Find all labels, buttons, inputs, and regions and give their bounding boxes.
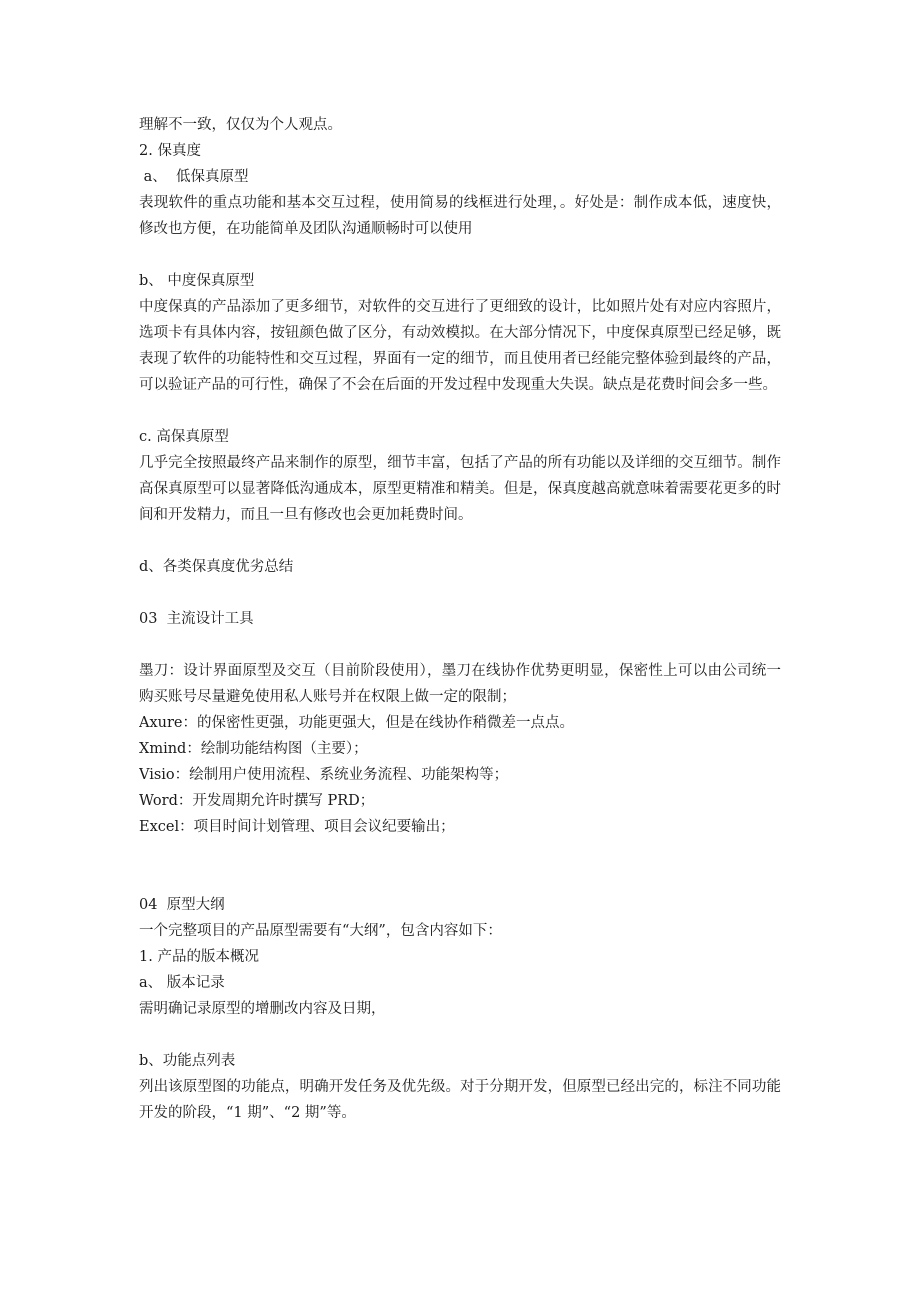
subsection-c-title: c. 高保真原型 [139, 429, 229, 445]
outline-1-title: 1. 产品的版本概况 [139, 949, 259, 965]
spacer [139, 840, 781, 866]
subsection-b-title: b、 中度保真原型 [139, 273, 255, 289]
section-2-title: 2. 保真度 [139, 143, 201, 159]
spacer [139, 1022, 781, 1048]
tool-modao: 墨刀：设计界面原型及交互（目前阶段使用），墨刀在线协作优势更明显，保密性上可以由公司统一购买账号尽量避免使用私人账号并在权限上做一定的限制； [139, 663, 781, 705]
spacer [139, 866, 781, 892]
tool-word: Word：开发周期允许时撰写 PRD； [139, 793, 375, 809]
outline-1b-title: b、功能点列表 [139, 1053, 236, 1069]
tool-visio: Visio：绘制用户使用流程、系统业务流程、功能架构等； [139, 767, 509, 783]
subsection-c-body: 几乎完全按照最终产品来制作的原型，细节丰富，包括了产品的所有功能以及详细的交互细节。制作高保真原型可以显著降低沟通成本，原型更精准和精美。但是，保真度越高就意味着需要花更多的时间和开发精力，而且一旦有修改也会更加耗费时间。 [139, 455, 781, 523]
spacer [139, 528, 781, 554]
section-03-title: 03 主流设计工具 [139, 611, 254, 627]
document-page [139, 112, 781, 1126]
subsection-d-title: d、各类保真度优劣总结 [139, 559, 294, 575]
outline-1a-body: 需明确记录原型的增删改内容及日期， [139, 1001, 386, 1017]
tool-xmind: Xmind：绘制功能结构图（主要）； [139, 741, 368, 757]
section-04-intro: 一个完整项目的产品原型需要有“大纲”，包含内容如下： [139, 923, 502, 939]
section-04-title: 04 原型大纲 [139, 897, 225, 913]
spacer [139, 242, 781, 268]
tool-axure: Axure：的保密性更强，功能更强大，但是在线协作稍微差一点点。 [139, 715, 574, 731]
subsection-b-body: 中度保真的产品添加了更多细节，对软件的交互进行了更细致的设计，比如照片处有对应内容照片，选项卡有具体内容，按钮颜色做了区分，有动效模拟。在大部分情况下，中度保真原型已经足够，既表现了软件的功能特性和交互过程，界面有一定的细节，而且使用者已经能完整体验到最终的产品，可以验证产品的可行性，确保了不会在后面的开发过程中发现重大失误。缺点是花费时间会多一些。 [139, 299, 781, 393]
spacer [139, 580, 781, 606]
tool-excel: Excel：项目时间计划管理、项目会议纪要输出； [139, 819, 455, 835]
spacer [139, 632, 781, 658]
subsection-a-title: a、 低保真原型 [139, 169, 249, 185]
outline-1b-body: 列出该原型图的功能点，明确开发任务及优先级。对于分期开发，但原型已经出完的，标注不同功能开发的阶段，“1 期”、“2 期”等。 [139, 1079, 781, 1121]
outline-1a-title: a、 版本记录 [139, 975, 225, 991]
intro-line: 理解不一致，仅仅为个人观点。 [139, 117, 342, 133]
subsection-a-body: 表现软件的重点功能和基本交互过程，使用简易的线框进行处理，。好处是：制作成本低，速度快，修改也方便，在功能简单及团队沟通顺畅时可以使用 [139, 195, 781, 237]
spacer [139, 398, 781, 424]
